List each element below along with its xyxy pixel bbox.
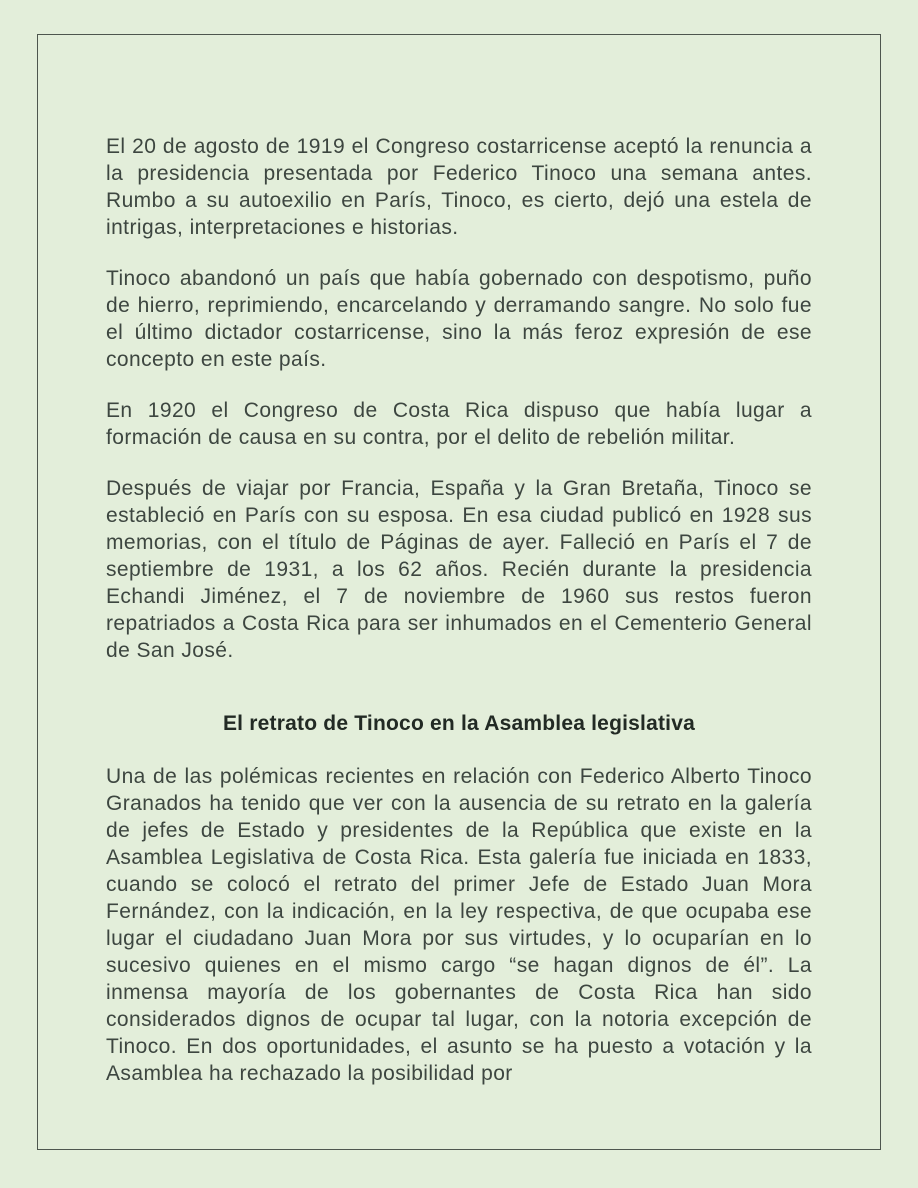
paragraph: El 20 de agosto de 1919 el Congreso costarricense aceptó la renuncia a la presidencia presentada por Federico Tinoco una semana antes. Rumbo a su autoexilio en París, Tinoco, es cierto, dejó una estela de intrigas, interpretaciones e historias. [106, 135, 812, 239]
section-heading: El retrato de Tinoco en la Asamblea legislativa [222, 712, 696, 735]
paragraph: En 1920 el Congreso de Costa Rica dispuso que había lugar a formación de causa en su contra, por el delito de rebelión militar. [106, 399, 812, 449]
document-content [106, 133, 812, 1111]
paragraph: Una de las polémicas recientes en relación con Federico Alberto Tinoco Granados ha tenido que ver con la ausencia de su retrato en la galería de jefes de Estado y presidentes de la República que existe en la Asamblea Legislativa de Costa Rica. Esta galería fue iniciada en 1833, cuando se colocó el retrato del primer Jefe de Estado Juan Mora Fernández, con la indicación, en la ley respectiva, de que ocupaba ese lugar el ciudadano Juan Mora por sus virtudes, y lo ocuparían en lo sucesivo quienes en el mismo cargo “se hagan dignos de él”. La inmensa mayoría de los gobernantes de Costa Rica han sido considerados dignos de ocupar tal lugar, con la notoria excepción de Tinoco. En dos oportunidades, el asunto se ha puesto a votación y la Asamblea ha rechazado la posibilidad por [106, 765, 812, 1085]
paragraph: Después de viajar por Francia, España y la Gran Bretaña, Tinoco se estableció en París con su esposa. En esa ciudad publicó en 1928 sus memorias, con el título de Páginas de ayer. Falleció en París el 7 de septiembre de 1931, a los 62 años. Recién durante la presidencia Echandi Jiménez, el 7 de noviembre de 1960 sus restos fueron repatriados a Costa Rica para ser inhumados en el Cementerio General de San José. [106, 477, 812, 662]
paragraph: Tinoco abandonó un país que había gobernado con despotismo, puño de hierro, reprimiendo, encarcelando y derramando sangre. No solo fue el último dictador costarricense, sino la más feroz expresión de ese concepto en este país. [106, 267, 812, 371]
